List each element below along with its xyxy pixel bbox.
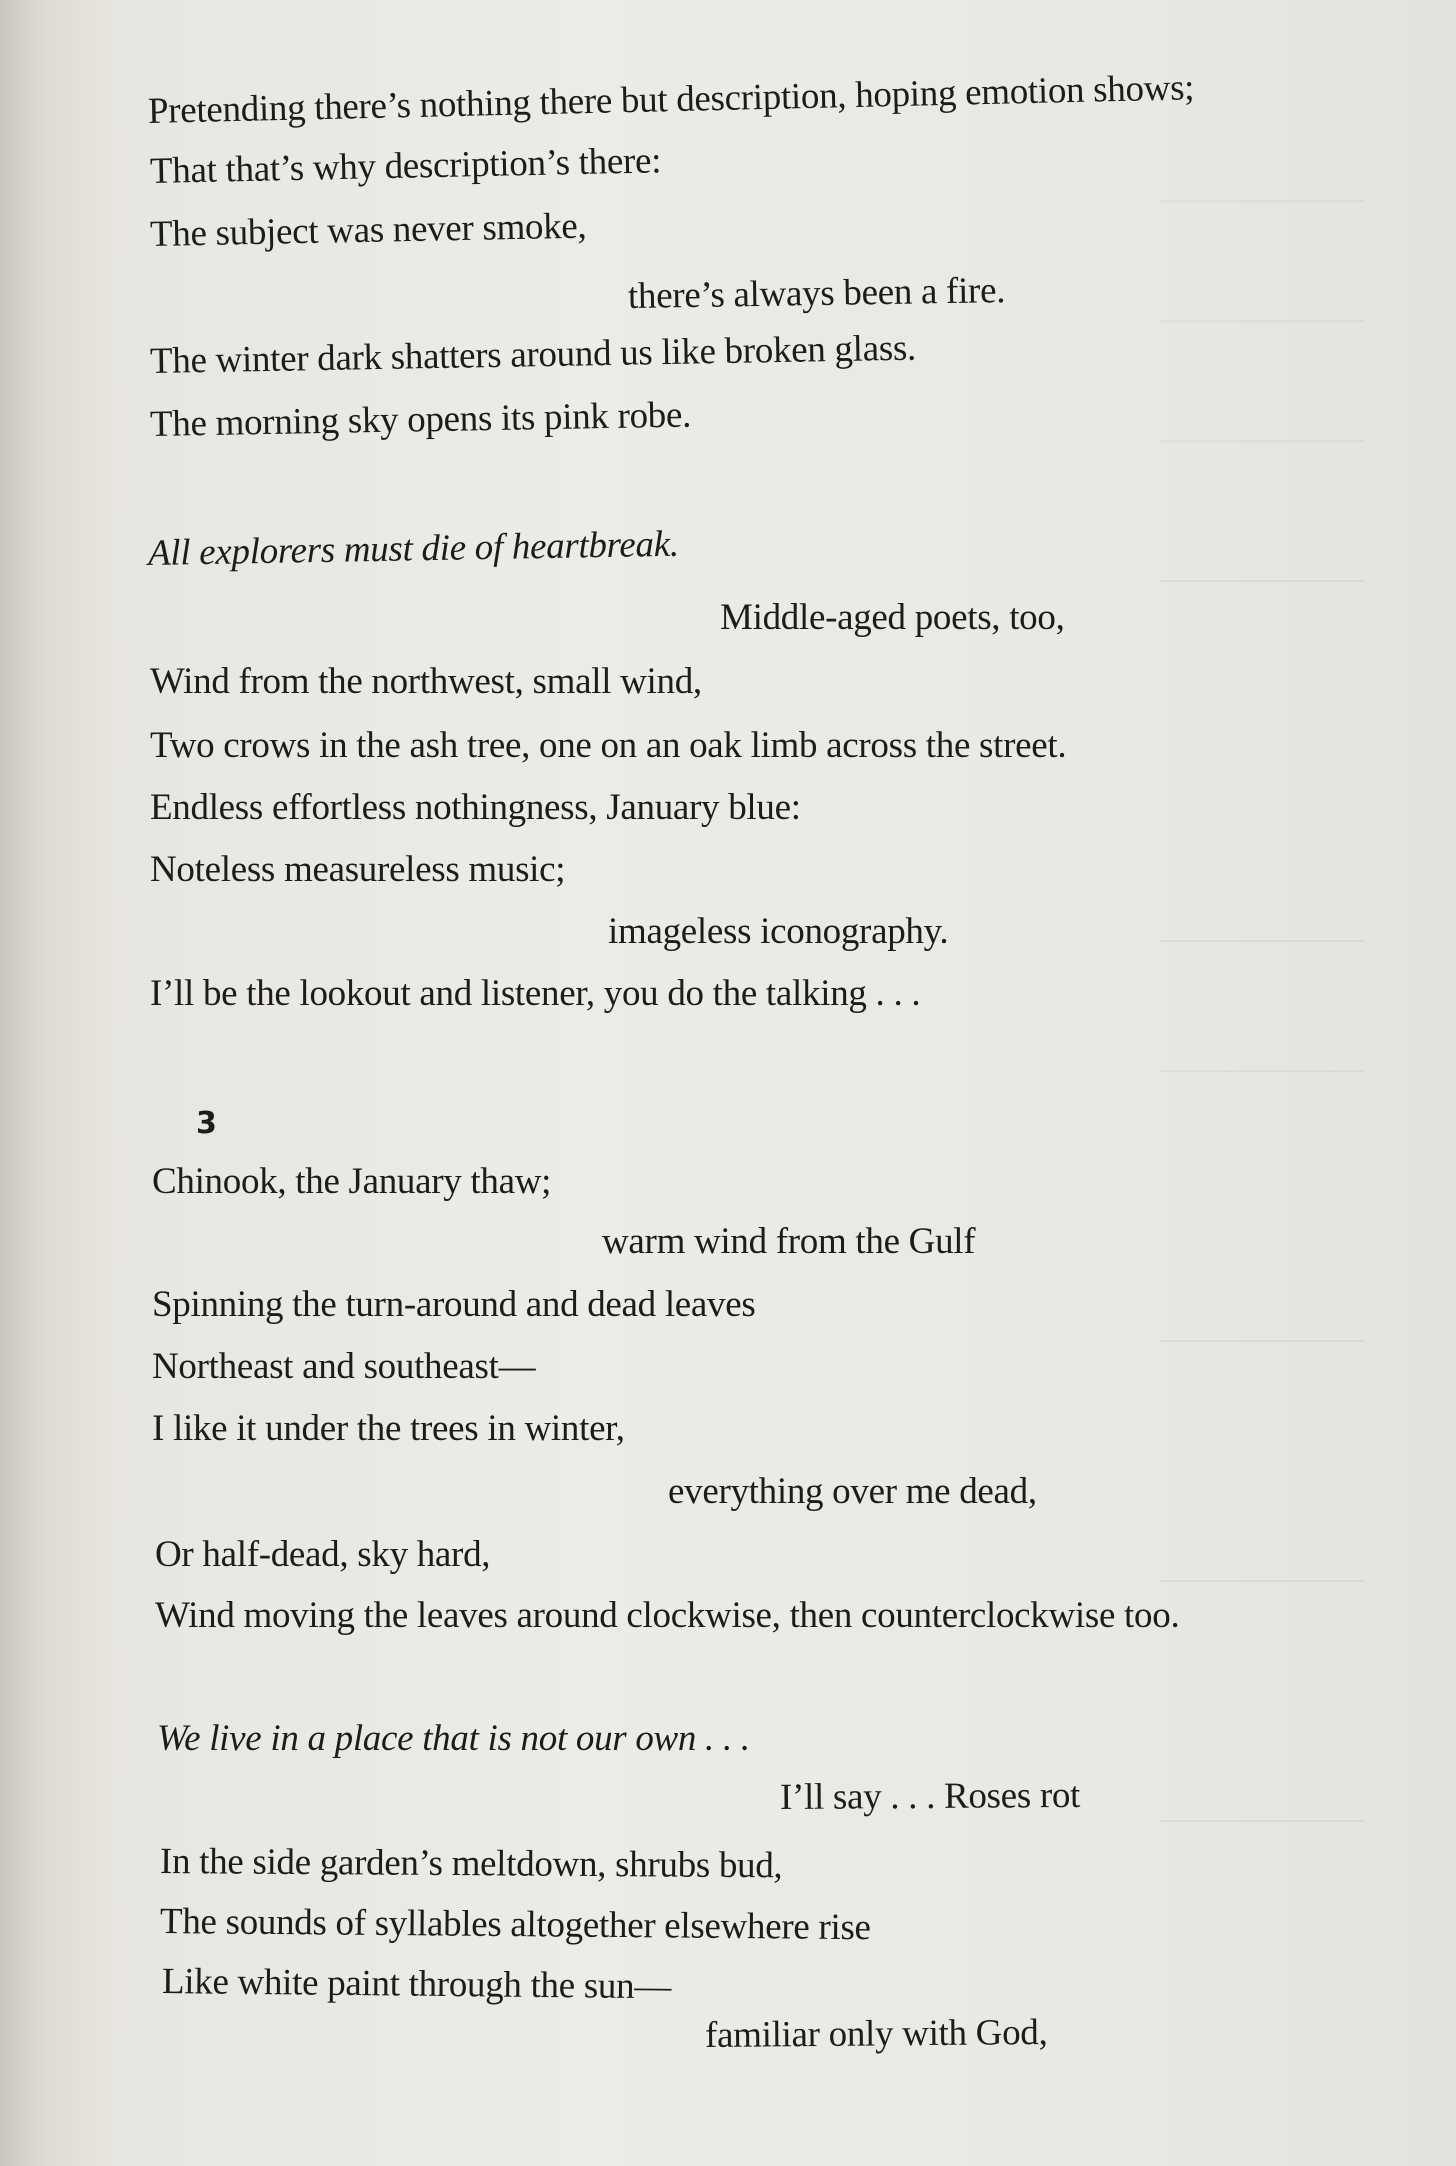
- poem-line: Wind from the northwest, small wind,: [150, 661, 702, 702]
- poem-line: Northeast and southeast—: [152, 1346, 536, 1387]
- poem-line: That that’s why description’s there:: [149, 140, 662, 192]
- poem-line: Chinook, the January thaw;: [152, 1161, 552, 1202]
- poem-line: familiar only with God,: [704, 2012, 1048, 2056]
- poem-line: Middle-aged poets, too,: [720, 597, 1065, 638]
- poem-line: imageless iconography.: [608, 911, 949, 952]
- poem-line: I’ll say . . . Roses rot: [779, 1774, 1081, 1818]
- poem-line: Or half-dead, sky hard,: [155, 1534, 491, 1575]
- poem-line-italic: We live in a place that is not our own . . .: [157, 1718, 750, 1759]
- poem-line: Endless effortless nothingness, January blue:: [150, 787, 801, 828]
- poem-line: In the side garden’s meltdown, shrubs bud,: [159, 1841, 783, 1887]
- poem-line: The morning sky opens its pink robe.: [149, 394, 692, 445]
- poem-line: Noteless measureless music;: [150, 849, 566, 890]
- show-through-text: —————— —————— —————— —————— —————— —————— —————— —————— ——————: [1160, 180, 1364, 1837]
- poem-line: everything over me dead,: [668, 1471, 1037, 1512]
- poem-line: The subject was never smoke,: [149, 205, 587, 255]
- poem-line: Spinning the turn-around and dead leaves: [152, 1284, 756, 1325]
- poem-line: Like white paint through the sun—: [161, 1961, 672, 2008]
- poem-line: The winter dark shatters around us like broken glass.: [149, 327, 917, 382]
- poem-line: The sounds of syllables altogether elsewhere rise: [159, 1901, 871, 1949]
- poem-line: Pretending there’s nothing there but description, hoping emotion shows;: [147, 67, 1195, 132]
- poem-line: Wind moving the leaves around clockwise, then counterclockwise too.: [155, 1595, 1180, 1636]
- poem-line-italic: All explorers must die of heartbreak.: [147, 523, 680, 574]
- poem-line: Two crows in the ash tree, one on an oak limb across the street.: [150, 725, 1067, 766]
- poem-line: warm wind from the Gulf: [602, 1221, 976, 1262]
- poem-line: I’ll be the lookout and listener, you do the talking . . .: [150, 973, 921, 1014]
- poem-line: I like it under the trees in winter,: [152, 1408, 625, 1449]
- section-number: 3: [196, 1106, 217, 1141]
- poem-line: there’s always been a fire.: [627, 270, 1006, 317]
